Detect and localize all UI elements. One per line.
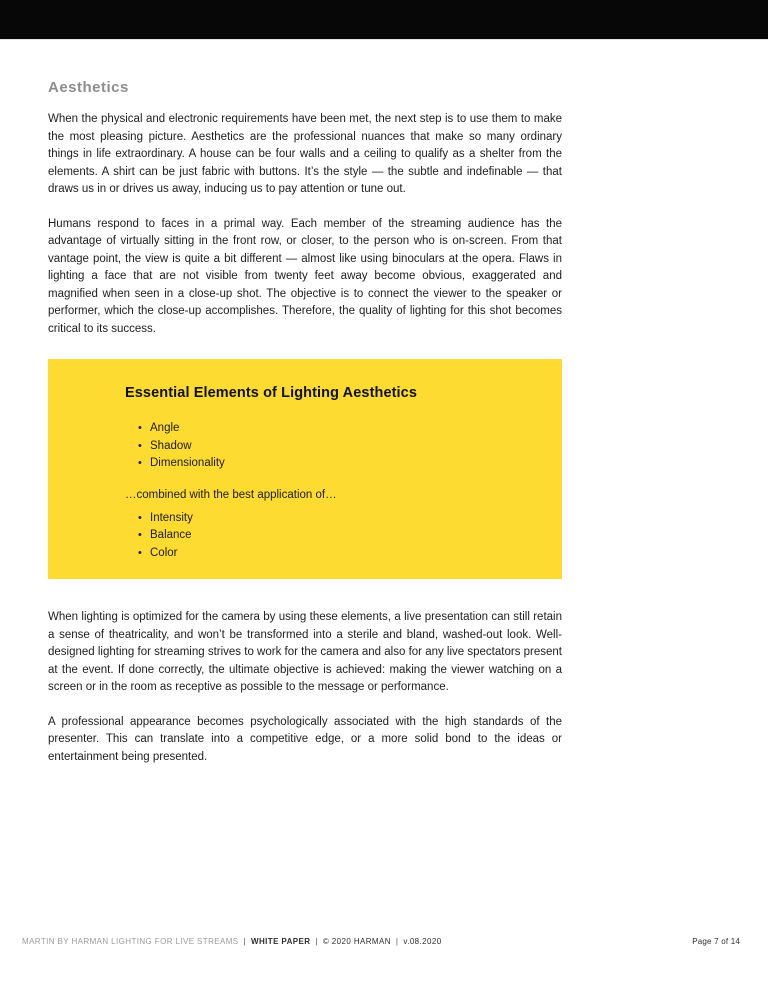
body-paragraph-4: A professional appearance becomes psychologically associated with the high standards of the presenter. This can translate into a competitive edge, or a more solid bond to the ideas or entertainment being presented. <box>48 715 562 763</box>
bullet-list-secondary <box>138 510 532 563</box>
page-footer <box>22 937 740 946</box>
footer-page-indicator: Page 7 of 14 <box>692 937 740 946</box>
bullet-list-primary <box>138 420 532 473</box>
footer-version: v.08.2020 <box>403 937 442 946</box>
top-bar <box>0 0 768 40</box>
document-body <box>48 79 562 783</box>
bullet-item-intensity: • Intensity <box>138 510 532 528</box>
footer-copyright: © 2020 HARMAN <box>322 937 391 946</box>
bullet-item-balance: • Balance <box>138 527 532 545</box>
footer-separator: | <box>315 937 318 946</box>
callout-connector: …combined with the best application of… <box>125 488 337 501</box>
bullet-item-dimensionality: • Dimensionality <box>138 455 532 473</box>
bullet-item-angle: • Angle <box>138 420 532 438</box>
footer-separator: | <box>243 937 247 946</box>
body-paragraph-2: Humans respond to faces in a primal way. Each member of the streaming audience has the advantage of virtually sitting in the front row, or closer, to the person who is on-screen. From that vantage point, the view is quite a bit different — almost like using binoculars at the opera. Flaws in lighting a face that are not visible from twenty feet away become obvious, exaggerated and magnified when seen in a close-up shot. The objective is to connect the viewer to the speaker or performer, which the close-up accomplishes. Therefore, the quality of lighting for this shot becomes critical to its success. <box>48 217 562 335</box>
bullet-item-shadow: • Shadow <box>138 438 532 456</box>
callout-box <box>48 359 562 579</box>
body-paragraph-3: When lighting is optimized for the camera by using these elements, a live presentation can still retain a sense of theatricality, and won’t be transformed into a sterile and bland, washed-out look. Well-designed lighting for streaming strives to work for the camera and also for any live spectators present at the event. If done correctly, the ultimate objective is achieved: making the viewer watching on a screen or in the room as receptive as possible to the message or performance. <box>48 611 562 693</box>
body-paragraph-1: When the physical and electronic requirements have been met, the next step is to use them to make the most pleasing picture. Aesthetics are the professional nuances that make so many ordinary things in life extraordinary. A house can be four walls and a ceiling to qualify as a shelter from the elements. A shirt can be just fabric with buttons. It’s the style — the subtle and indefinable — that draws us in or drives us away, inducing us to pay attention or tune out. <box>48 113 562 195</box>
footer-brand: MARTIN BY HARMAN LIGHTING FOR LIVE STREAMS <box>22 937 239 946</box>
page-title: Aesthetics <box>48 79 129 96</box>
footer-doc-type: WHITE PAPER <box>251 937 311 946</box>
bullet-item-color: • Color <box>138 545 532 563</box>
callout-title: Essential Elements of Lighting Aesthetics <box>125 385 418 401</box>
footer-separator: | <box>395 937 399 946</box>
footer-left <box>22 937 442 946</box>
